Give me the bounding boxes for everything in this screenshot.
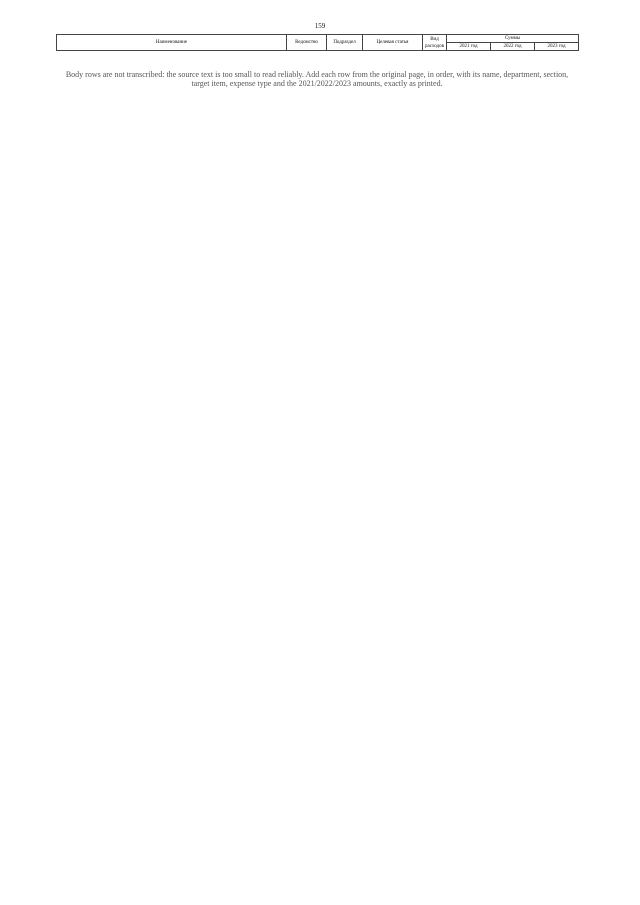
header-department: Ведомство (287, 35, 327, 51)
table-header (57, 35, 579, 51)
header-year-2022: 2022 год (491, 43, 535, 51)
header-section: Подраздел (327, 35, 363, 51)
header-year-2021: 2021 год (447, 43, 491, 51)
header-expense-type: Вид расходов (423, 35, 447, 51)
header-year-2023: 2023 год (535, 43, 579, 51)
page-number: 159 (314, 22, 326, 30)
transcription-note: Body rows are not transcribed: the source text is too small to read reliably. Add each row from the original page, in order, with its name, department, section, target item, expense type and the 2021/2022/2023 amounts, exactly as printed. (65, 70, 569, 88)
header-amounts: Суммы (447, 35, 579, 43)
header-name: Наименование (57, 35, 287, 51)
budget-table (56, 34, 579, 51)
header-target-item: Целевая статья (363, 35, 423, 51)
